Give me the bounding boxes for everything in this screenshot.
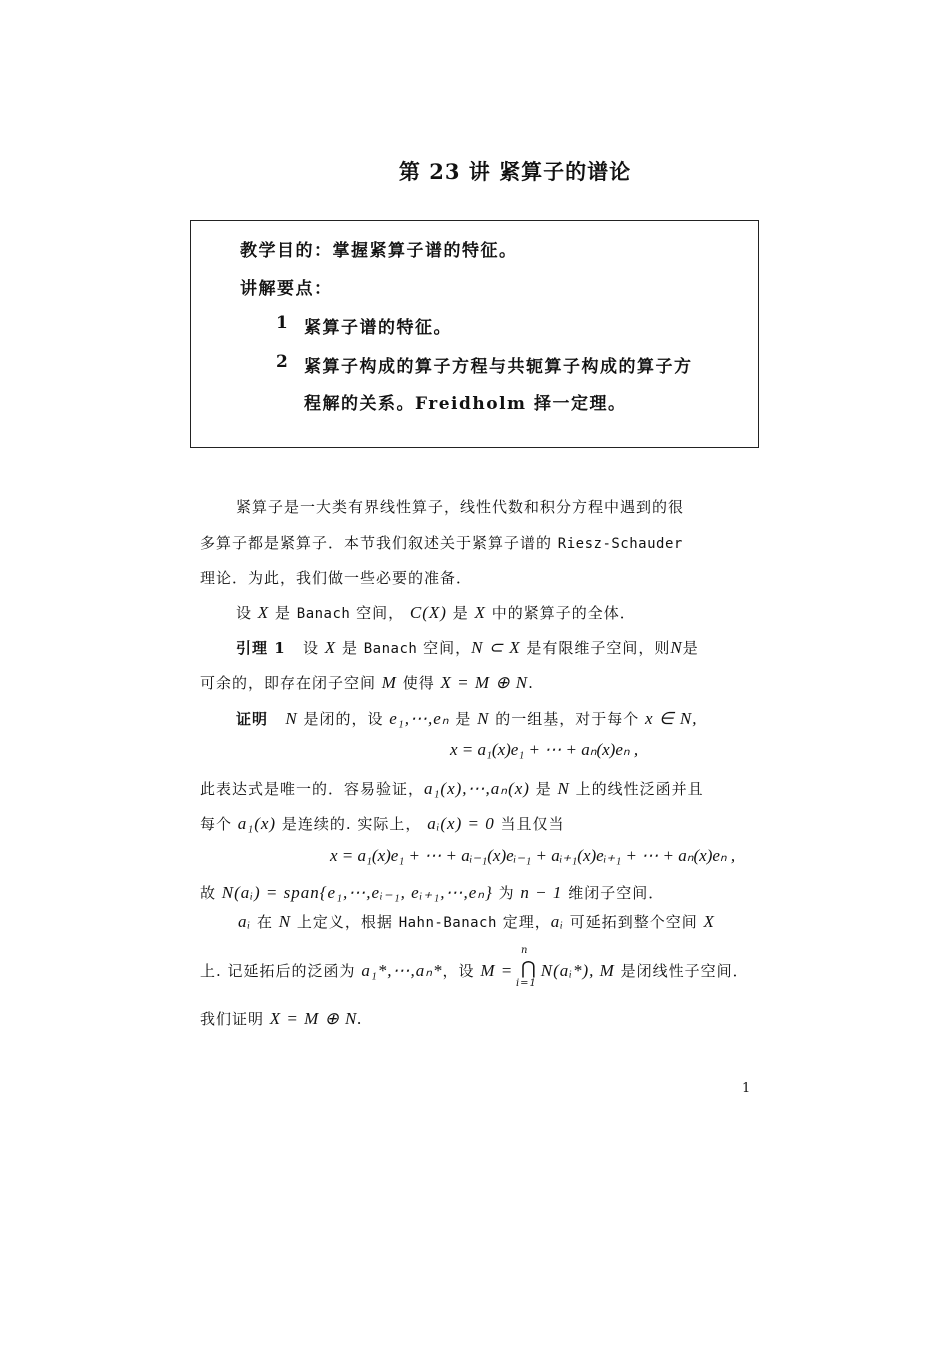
proof-line-1: 证明 N 是闭的，设 e₁,⋯,eₙ 是 N 的一组基，对于每个 x ∈ N, [236,709,698,728]
intro-line-3: 理论．为此，我们做一些必要的准备． [200,569,473,587]
point-1-text: 紧算子谱的特征。 [304,318,452,338]
teaching-goal: 教学目的：掌握紧算子谱的特征。 [240,241,518,261]
key-points-label: 讲解要点： [240,279,333,299]
riesz-schauder-term: Riesz-Schauder [557,536,683,552]
proof-line-6: 故 N(aᵢ) = span{e₁,⋯,eᵢ₋₁, eᵢ₊₁,⋯,eₙ} 为 n − 1 维闭子空间． [200,883,665,902]
point-2-number: 2 [276,352,290,372]
intro-line-1: 紧算子是一大类有界线性算子，线性代数和积分方程中遇到的很 [236,498,685,516]
point-2-line-2: 程解的关系。Freidholm 择一定理。 [304,394,627,414]
page-number: 1 [742,1081,751,1096]
intro-line-2: 多算子都是紧算子．本节我们叙述关于紧算子谱的 Riesz-Schauder [200,534,683,552]
proof-line-3: 此表达式是唯一的．容易验证，a₁(x),⋯,aₙ(x) 是 N 上的线性泛函并且 [200,779,704,798]
lemma-line-2: 可余的，即存在闭子空间 M 使得 X = M ⊕ N. [200,673,534,692]
equation-kernel-condition: x = a₁(x)e₁ + ⋯ + aᵢ₋₁(x)eᵢ₋₁ + aᵢ₊₁(x)eᵢ₊₁ + ⋯ + aₙ(x)eₙ , [330,846,736,865]
proof-line-7: aᵢ 在 N 上定义，根据 Hahn-Banach 定理，aᵢ 可延拓到整个空间 X [238,912,715,931]
proof-line-9: 我们证明 X = M ⊕ N. [200,1009,363,1028]
point-2-line-1: 紧算子构成的算子方程与共轭算子构成的算子方 [304,357,693,377]
point-1-number: 1 [276,313,290,333]
lemma-line-1: 引理 1 设 X 是 Banach 空间，N ⊂ X 是有限维子空间，则N是 [236,638,699,657]
equation-expansion: x = a₁(x)e₁ + ⋯ + aₙ(x)eₙ , [450,740,639,759]
lemma-label: 引理 1 [236,639,286,657]
setup-line: 设 X 是 Banach 空间， C(X) 是 X 中的紧算子的全体． [236,603,636,622]
proof-line-4: 每个 a₁(x) 是连续的. 实际上， aᵢ(x) = 0 当且仅当 [200,814,565,833]
proof-line-8: 上. 记延拓后的泛函为 a₁*,⋯,aₙ*，设 M = n ⋂ i=1 N(aᵢ*), M 是闭线性子空间． [200,945,749,989]
intersection-operator: n ⋂ i=1 [515,945,537,989]
lecture-title: 第 23 讲 紧算子的谱论 [398,159,632,184]
proof-label: 证明 [236,710,269,728]
